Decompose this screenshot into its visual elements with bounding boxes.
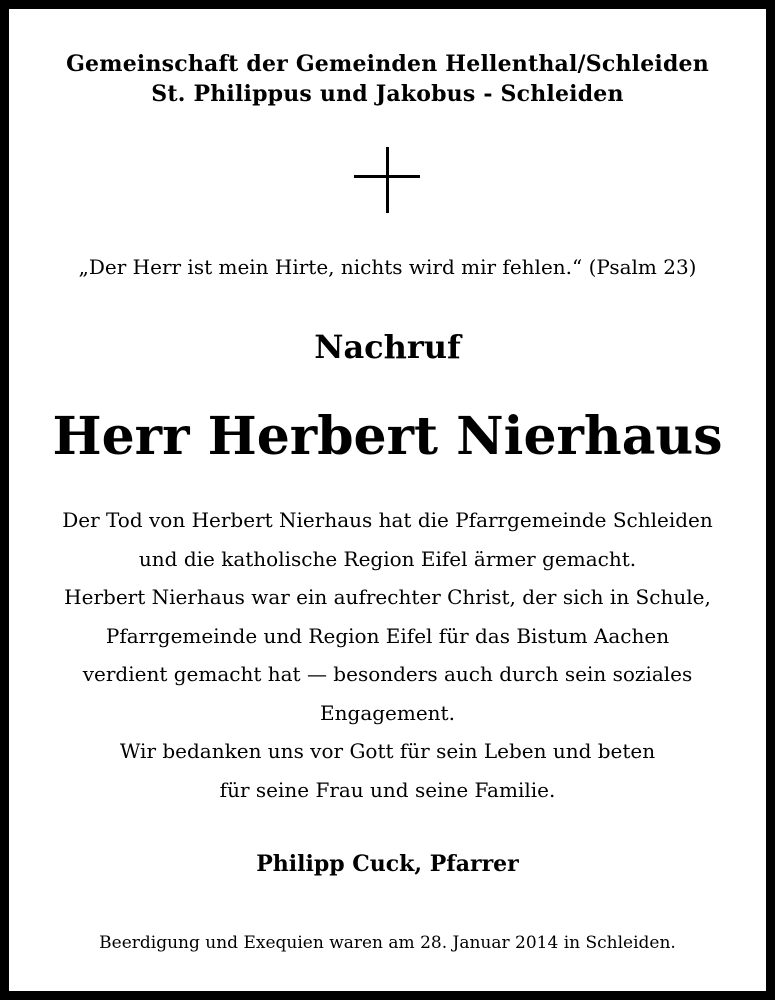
tribute-line: für seine Frau und seine Familie. [219,777,556,802]
notice-heading: Nachruf [314,328,461,366]
cross-icon [354,147,420,213]
tribute-line: Der Tod von Herbert Nierhaus hat die Pfarrgemeinde Schleiden [62,508,713,532]
tribute-line: Wir bedanken uns vor Gott für sein Leben und beten [119,739,656,763]
tribute-text [9,501,766,809]
tribute-line: Herbert Nierhaus war ein aufrechter Christ, der sich in Schule, [64,585,711,609]
obituary-notice [9,9,766,991]
signature: Philipp Cuck, Pfarrer [256,851,519,877]
parish-church-name: St. Philippus und Jakobus - Schleiden [151,81,624,107]
tribute-line: und die katholische Region Eifel ärmer gemacht. [138,546,637,571]
tribute-line: Pfarrgemeinde und Region Eifel für das Bistum Aachen [105,623,670,648]
psalm-quote: „Der Herr ist mein Hirte, nichts wird mir fehlen.“ (Psalm 23) [78,255,697,279]
deceased-name: Herr Herbert Nierhaus [52,406,723,467]
parish-header [9,49,766,109]
tribute-line: verdient gemacht hat — besonders auch durch sein soziales [82,662,693,686]
tribute-line: Engagement. [320,700,455,725]
funeral-info: Beerdigung und Exequien waren am 28. Januar 2014 in Schleiden. [99,933,676,953]
parish-community-name: Gemeinschaft der Gemeinden Hellenthal/Schleiden [66,51,709,77]
